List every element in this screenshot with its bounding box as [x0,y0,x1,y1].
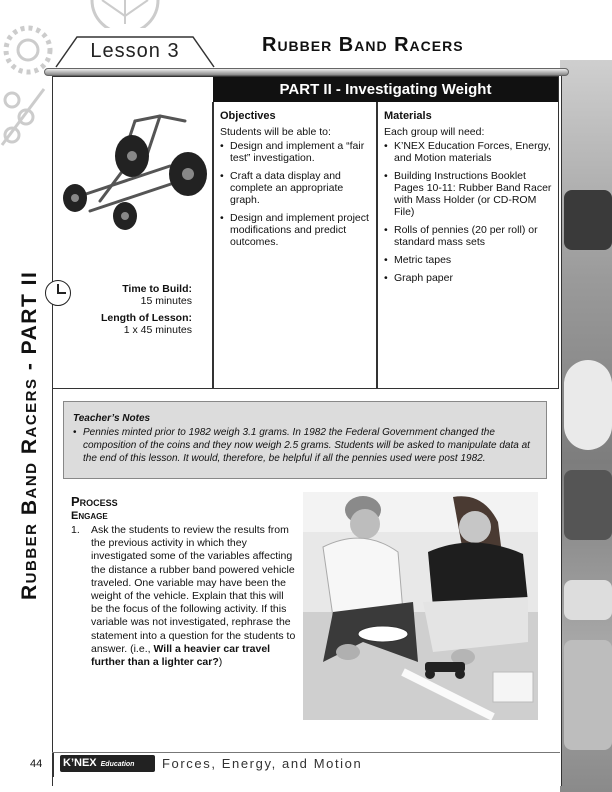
material-item: • K’NEX Education Forces, Energy, and Motion materials [384,140,552,164]
materials-intro: Each group will need: [384,126,485,138]
material-item: • Graph paper [384,272,552,284]
lesson-tab [55,36,215,68]
build-time-value: 15 minutes [140,295,192,307]
objectives-intro: Students will be able to: [220,126,331,138]
column-divider [212,102,214,389]
footer-divider [52,753,54,777]
part-banner: PART II - Investigating Weight [213,77,558,102]
build-time-label: Time to Build: [122,283,192,295]
objective-item: • Design and implement a “fair test” investigation. [220,140,370,164]
footer-divider [52,752,560,753]
process-heading: Process [71,494,118,509]
logo-sub: Education [100,761,135,768]
page-title: Rubber Band Racers [262,34,464,56]
lesson-length-label: Length of Lesson: [101,312,192,324]
rubber-band-racer-image [60,106,212,236]
objectives-column [220,110,370,254]
logo-main: K’NEX [63,757,97,769]
objective-item: • Craft a data display and complete an appropriate graph. [220,170,370,206]
teachers-notes-text: • Pennies minted prior to 1982 weigh 3.1 grams. In 1982 the Federal Government changed the composition of the coins and they now weigh 2.5 grams. Students will be asked to manipulate data at the end of this lesson. It would, therefore, be helpful if all the pennies used were post 1982. [73,426,536,465]
clock-icon [45,280,71,306]
teachers-notes-heading: Teacher’s Notes [73,413,151,424]
teachers-notes-box [63,401,547,479]
timing-info [70,283,192,336]
material-item: • Metric tapes [384,254,552,266]
decorative-race-car-strip [560,60,612,792]
objective-item: • Design and implement project modifications and predict outcomes. [220,212,370,248]
header-rod [44,68,569,76]
wheel-decoration-icon [90,0,160,28]
step-question: Will a heavier car travel further than a lighter car? [91,642,271,669]
step-text: Ask the students to review the results from the previous activity in which they investigated some of the variables affecting the distance a rubber band powered vehicle traveled. One variable may have been the weight of the vehicle. Explain that this will be the focus of the following activity. If this variable was not investigated, rephrase the statement into a question for the students to answer. (i.e., [91,524,296,655]
column-divider [376,102,378,389]
students-photo [303,492,538,720]
objectives-heading: Objectives [220,110,276,122]
series-title: Forces, Energy, and Motion [162,756,363,771]
materials-heading: Materials [384,110,432,122]
material-item: • Building Instructions Booklet Pages 10-11: Rubber Band Racer with Mass Holder (or CD-ROM File) [384,170,552,218]
rod-decoration-icon [0,85,48,155]
materials-column [384,110,552,290]
lesson-length-value: 1 x 45 minutes [123,324,192,336]
page-number: 44 [30,758,43,770]
material-item: • Rolls of pennies (20 per roll) or standard mass sets [384,224,552,248]
step-number: 1. [71,524,80,536]
side-title: Rubber Band Racers - PART II [18,270,41,600]
engage-heading: Engage [71,510,108,522]
knex-education-logo [60,755,155,772]
lesson-label: Lesson 3 [90,40,180,62]
step-end: ) [218,656,223,669]
